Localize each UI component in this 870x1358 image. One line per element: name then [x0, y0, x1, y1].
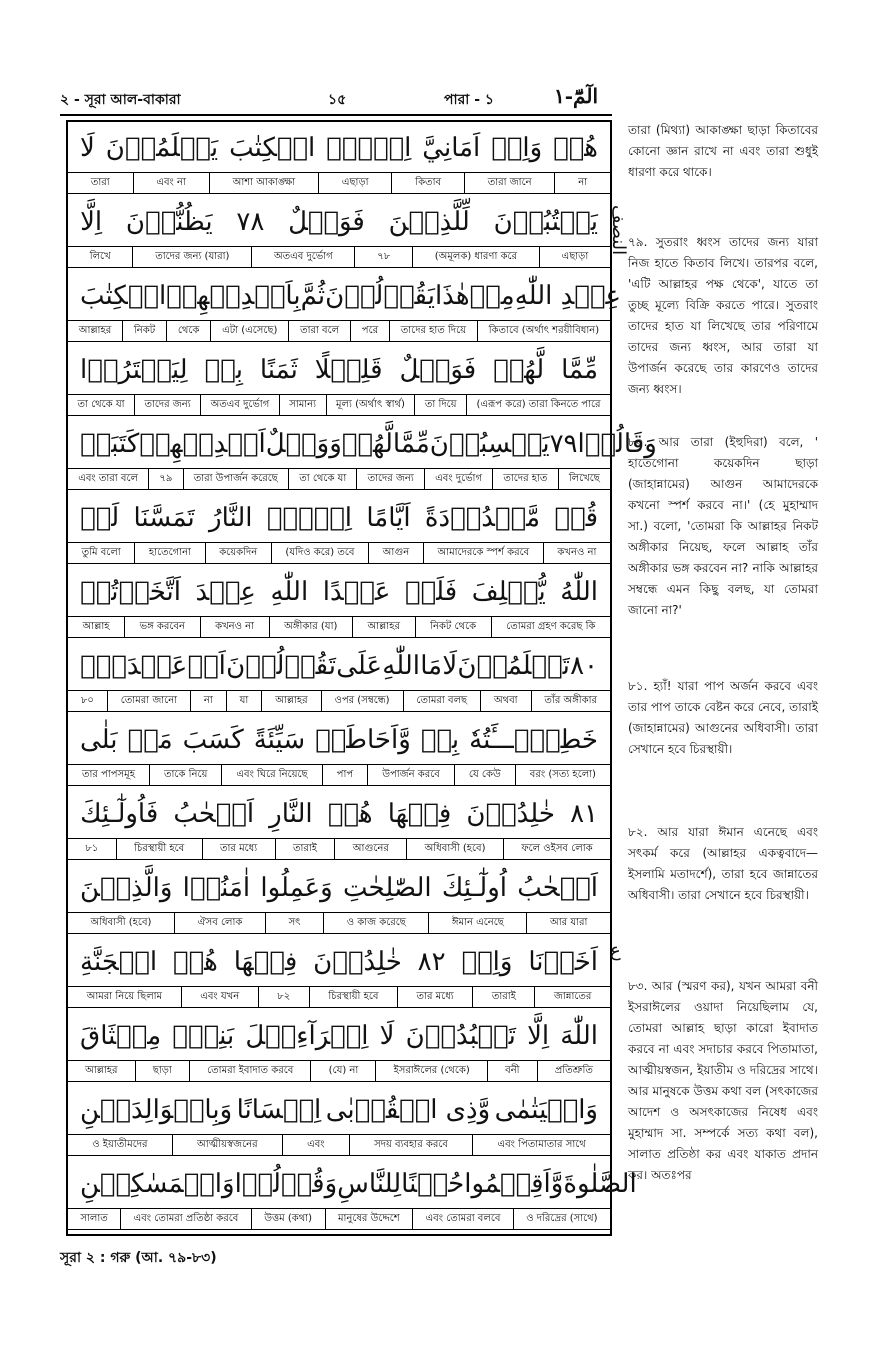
- arabic-word: فَلَنۡ: [404, 577, 458, 607]
- word-meaning: এবং তোমরা বলবে: [412, 1209, 513, 1229]
- word-translation-line: [68, 912, 610, 934]
- arabic-word: يَكۡتُبُوۡنَ: [493, 207, 598, 237]
- arabic-word: كَتَبَتۡ: [80, 429, 140, 459]
- word-meaning: কখনও না: [543, 543, 610, 563]
- arabic-word: خَطِيۡٓـــَٔتُهٗ: [469, 725, 598, 755]
- arabic-word: اَخَذۡنَا: [528, 947, 598, 977]
- word-meaning: তোমরা জানো: [107, 691, 190, 711]
- translation-paragraph: ৭৯. সুতরাং ধ্বংস তাদের জন্য যারা নিজ হাতে কিতাব লিখে। তারপর বলে, 'এটি আল্লাহর পক্ষ থেকে', যাতে তা তুচ্ছ মূল্যে বিক্রি করতে পারে। সুতরাং তাদের হাত যা লিখেছে তার পরিণামে তাদের জন্য ধ্বংস, আর তারা যা উপার্জন করেছে তার কারণেও তাদের জন্য ধ্বংস।: [628, 235, 818, 396]
- word-meaning: থেকে: [166, 321, 210, 341]
- arabic-word: مِّمَّا: [392, 429, 430, 459]
- word-translation-line: [68, 1208, 610, 1230]
- arabic-word: لَّهُمۡ: [341, 429, 393, 459]
- word-meaning: পরে: [350, 321, 389, 341]
- word-meaning: তাদের হাত দিয়ে: [389, 321, 477, 341]
- word-meaning: (এরূপ করে) তারা কিনতে পারে: [466, 395, 610, 415]
- word-meaning: তোমরা ইবাদাত করবে: [189, 1061, 310, 1081]
- word-meaning: লিখেছে: [558, 469, 610, 489]
- arabic-word: هُمۡ: [553, 133, 598, 163]
- arabic-word: الۡجَنَّةِ: [80, 947, 158, 977]
- translation-paragraph: ৮০. আর তারা (ইহুদিরা) বলে, ' হাতেগোনা কয়েকদিন ছাড়া (জাহান্নামের) আগুন আমাদেরকে কখনো স্পর্শ করবে না।' (হে মুহাম্মাদ সা.) বলো, 'তোমরা কি আল্লাহর নিকট অঙ্গীকার নিয়েছ, ফলে আল্লাহ তাঁর অঙ্গীকার ভঙ্গ করবেন না? নাকি আল্লাহর সম্বন্ধে এমন কিছু বলছ, যা তোমরা জানো না?': [628, 435, 818, 617]
- arabic-word: الۡكِتٰبَ: [80, 281, 167, 311]
- word-meaning: তুমি বলো: [81, 547, 121, 558]
- arabic-word: هُمۡ: [327, 799, 373, 829]
- arabic-line: [68, 420, 657, 468]
- arabic-word: تَقُوۡلُوۡنَ: [226, 651, 336, 681]
- word-meaning: এবং পিতামাতার সাথে: [472, 1135, 610, 1155]
- arabic-word: لَنۡ: [80, 503, 120, 533]
- word-meaning: ও দরিদ্রের (সাথে): [513, 1209, 610, 1229]
- word-meaning: তা দিয়ে: [414, 395, 466, 415]
- word-meaning: যা: [226, 691, 262, 711]
- arabic-word: بِهٖ: [420, 725, 460, 755]
- arabic-word: اِلَّا: [527, 1021, 550, 1051]
- word-meaning: আমাদেরকে স্পর্শ করবে: [423, 543, 543, 563]
- arabic-word: اَتَّخَذۡتُمۡ: [80, 577, 181, 607]
- arabic-word: وَالۡمَسٰكِيۡنِ: [80, 1169, 235, 1199]
- word-meaning: অঙ্গীকার (যা): [269, 617, 352, 637]
- arabic-word: حُسۡنًا: [401, 1169, 465, 1199]
- word-meaning: তাদের জন্য (যারা): [132, 247, 251, 267]
- word-translation-line: [68, 394, 610, 416]
- arabic-word: اَمَانِيَّ: [422, 133, 481, 163]
- arabic-line: [68, 716, 610, 764]
- arabic-line: [68, 790, 610, 838]
- word-meaning: তারা জানে: [464, 173, 555, 193]
- arabic-line: [68, 346, 610, 394]
- word-meaning: এটা (এসেছে): [210, 321, 288, 341]
- arabic-word: ثَمَنًا: [259, 355, 298, 385]
- word-meaning: কিতাবে (অর্থাৎ শরয়ীবিধান): [477, 321, 610, 341]
- arabic-line: [68, 642, 610, 690]
- word-meaning: তারাই: [275, 839, 335, 859]
- arabic-word: عَلَى: [336, 651, 383, 681]
- verse-row: [68, 1084, 610, 1158]
- arabic-word: اَيَّامًا: [366, 503, 411, 533]
- arabic-word: لَا: [442, 651, 458, 681]
- arabic-word: يَظُنُّوۡنَ: [125, 207, 213, 237]
- arabic-word: مِيۡثَاقَ: [80, 1021, 162, 1051]
- word-translation-line: [68, 764, 610, 786]
- word-meaning: না: [554, 173, 610, 193]
- ruku-marker: ع: [610, 940, 621, 961]
- word-meaning: তোমরা বলছ: [403, 691, 481, 711]
- word-meaning: কয়েকদিন: [205, 543, 271, 563]
- arabic-line: [68, 124, 610, 172]
- arabic-word: كَسَبَ: [182, 725, 244, 755]
- arabic-line: [68, 1012, 610, 1060]
- word-meaning: চিরস্থায়ী হবে: [116, 839, 202, 859]
- arabic-word: اَصۡحٰبُ: [517, 873, 598, 903]
- word-meaning: ৮১: [85, 843, 99, 854]
- verse-row: [68, 936, 610, 1010]
- word-meaning: আশা আকাঙ্ক্ষা: [209, 173, 318, 193]
- arabic-word: ٨٢: [417, 947, 446, 977]
- arabic-line: [68, 198, 610, 246]
- page-header: [60, 84, 620, 114]
- arabic-word: وَعَمِلُوا: [260, 873, 333, 903]
- arabic-word: خٰلِدُوۡنَ: [313, 947, 402, 977]
- word-meaning: আর যারা: [526, 913, 610, 933]
- verse-row: [68, 640, 610, 714]
- word-meaning: উপার্জন করবে: [367, 765, 454, 785]
- word-translation-line: [68, 690, 610, 712]
- verse-row: [68, 492, 610, 566]
- word-meaning: বনী: [487, 1061, 537, 1081]
- arabic-word: فِيۡهَا: [233, 947, 298, 977]
- word-meaning: সদয় ব্যবহার করবে: [349, 1135, 472, 1155]
- arabic-word: وَاِذۡ: [461, 947, 513, 977]
- word-meaning: এবং: [282, 1135, 349, 1155]
- arabic-word: لِلنَّاسِ: [337, 1169, 402, 1199]
- arabic-word: لَا: [80, 133, 95, 163]
- word-meaning: এবং তারা বলে: [78, 473, 138, 484]
- word-meaning: তার মধ্যে: [202, 839, 275, 859]
- word-meaning: আল্লাহ: [82, 621, 110, 632]
- word-meaning: নিকট থেকে: [415, 617, 491, 637]
- arabic-word: تَعۡبُدُوۡنَ: [405, 1021, 516, 1051]
- arabic-line: [68, 1160, 637, 1208]
- word-meaning: যে কেউ: [454, 765, 515, 785]
- para-label: পারা - ১: [444, 92, 494, 108]
- word-meaning: ইসরাঈলের (থেকে): [375, 1061, 487, 1081]
- word-meaning: তারাই: [472, 987, 534, 1007]
- arabic-word: وَّاَقِيۡمُوا: [464, 1169, 564, 1199]
- word-meaning: তা থেকে যা: [288, 469, 356, 489]
- verse-row: [68, 714, 610, 788]
- word-translation-line: [68, 616, 610, 638]
- word-translation-line: [68, 986, 610, 1008]
- word-meaning: মূল্য (অর্থাৎ স্বার্থ): [326, 395, 415, 415]
- arabic-word: ٨٠: [570, 651, 598, 681]
- word-meaning: ঐসব লোক: [174, 913, 265, 933]
- verse-row: [68, 270, 622, 344]
- word-meaning: (যে) না: [310, 1061, 375, 1081]
- word-meaning: ঈমান এনেছে: [428, 913, 526, 933]
- arabic-word: وَالَّذِيۡنَ: [80, 873, 173, 903]
- arabic-word: النَّارُ: [209, 503, 253, 533]
- arabic-word: ٨١: [570, 799, 598, 829]
- verse-row: [68, 1158, 637, 1232]
- arabic-word: عَهۡدًا: [322, 577, 391, 607]
- word-translation-line: [68, 542, 610, 564]
- word-meaning: না: [190, 691, 226, 711]
- arabic-word: اِلَّاۤ: [326, 133, 412, 163]
- header-divider: [60, 114, 612, 116]
- word-meaning: ৮০: [80, 695, 94, 706]
- word-meaning: তাদের হাত: [492, 469, 557, 489]
- word-meaning: এবং যখন: [181, 987, 258, 1007]
- arabic-word: لِيَشۡتَرُوۡا: [80, 355, 188, 385]
- arabic-word: يَعۡلَمُوۡنَ: [105, 133, 219, 163]
- word-meaning: এছাড়া: [539, 247, 610, 267]
- word-meaning: এবং ঘিরে নিয়েছে: [221, 765, 321, 785]
- arabic-word: وَاِنۡ: [491, 133, 543, 163]
- verse-row: [68, 566, 610, 640]
- word-meaning: এবং তোমরা প্রতিষ্ঠা করবে: [120, 1209, 251, 1229]
- arabic-word: اٰمَنُوۡا: [182, 873, 251, 903]
- arabic-word: ثُمَّ: [300, 281, 326, 311]
- word-meaning: ও ইয়াতীমদের: [92, 1139, 148, 1150]
- arabic-word: يَكۡسِبُوۡنَ: [429, 429, 550, 459]
- arabic-word: الصَّلٰوةَ: [563, 1169, 637, 1199]
- arabic-word: مِنۡ: [469, 281, 515, 311]
- arabic-word: اللّٰهِ: [270, 577, 309, 607]
- arabic-word: فَاُولٰٓـئِكَ: [80, 799, 159, 829]
- arabic-word: قَلِيۡلًا: [314, 355, 383, 385]
- verse-row: [68, 862, 610, 936]
- arabic-word: فِيۡهَا: [387, 799, 452, 829]
- word-meaning: তারা: [90, 177, 110, 188]
- arabic-word: بِاَيۡدِيۡهِمۡ: [166, 281, 301, 311]
- word-meaning: সালাত: [80, 1213, 108, 1224]
- arabic-line: [68, 568, 610, 616]
- word-meaning: আল্লাহর: [352, 617, 415, 637]
- arabic-word: اِلَّاۤ: [266, 503, 353, 533]
- word-meaning: আল্লাহর: [261, 691, 320, 711]
- word-meaning: আল্লাহর: [78, 325, 112, 336]
- arabic-word: وَقَالُوۡا: [577, 429, 657, 459]
- arabic-word: عِنۡدِ اللّٰهِ: [514, 281, 622, 311]
- word-meaning: আত্মীয়স্বজনের: [172, 1135, 282, 1155]
- word-meaning: ৮২: [258, 987, 309, 1007]
- arabic-word: وَّاَحَاطَتۡ: [315, 725, 411, 755]
- word-meaning: অধিবাসী (হবে): [406, 839, 503, 859]
- word-translation-line: [68, 468, 610, 490]
- word-meaning: তা থেকে যা: [77, 399, 125, 410]
- arabic-word: وَالۡيَتٰمٰى: [494, 1095, 598, 1125]
- translation-paragraph: তারা (মিথ্যা) আকাঙ্ক্ষা ছাড়া কিতাবের কোনো জ্ঞান রাখে না এবং তারা শুধুই ধারণা করে থাকে।: [628, 123, 818, 179]
- arabic-line: [68, 864, 610, 912]
- arabic-word: يُّخۡلِفَ: [471, 577, 546, 607]
- word-translation-line: [68, 1134, 610, 1156]
- word-meaning: ভঙ্গ করবেন: [124, 617, 199, 637]
- verse-row: [68, 418, 657, 492]
- arabic-word: تَمَسَّنَا: [133, 503, 195, 533]
- word-meaning: আল্লাহর: [85, 1065, 118, 1076]
- verse-row: [68, 196, 610, 270]
- word-meaning: তাকে নিয়ে: [149, 765, 221, 785]
- word-meaning: সৎ: [265, 913, 323, 933]
- arabic-line: [68, 494, 610, 542]
- word-meaning: এবং দুর্ভোগ: [424, 469, 492, 489]
- word-meaning: ওপর (সম্বন্ধে): [321, 691, 403, 711]
- translation-paragraph: ৮৩. আর (স্মরণ কর), যখন আমরা বনী ইসরাঈলের ওয়াদা নিয়েছিলাম যে, তোমরা আল্লাহ ছাড়া কারো ইবাদাত করবে না এবং সদাচার করবে পিতামাতা, আত্মীয়স্বজন, ইয়াতীম ও দরিদ্রের সাথে। আর মানুষকে উত্তম কথা বল (সৎকাজের আদেশ ও অসৎকাজের নিষেধ এবং মুহাম্মাদ সা. সম্পর্কে সত্য কথা বল), সালাত প্রতিষ্ঠা কর এবং যাকাত প্রদান কর। অতঃপর: [628, 979, 818, 1182]
- arabic-word: مَا: [420, 651, 443, 681]
- arabic-word: اَيۡدِيۡهِمۡ: [139, 429, 266, 459]
- word-meaning: তাদের জন্য: [134, 395, 200, 415]
- page-number: ১৫: [328, 92, 347, 108]
- nisf-marker: النصف: [608, 205, 629, 256]
- word-meaning: অতএব দুর্ভোগ: [251, 247, 354, 267]
- translation-paragraph: ৮২. আর যারা ঈমান এনেছে এবং সৎকর্ম করে (আল্লাহর একত্ববাদে—ইসলামি মতাদর্শে), তারা হবে জান্নাতের অধিবাসী। তারা সেখানে হবে চিরস্থায়ী।: [628, 825, 818, 902]
- arabic-word: بَنِيۡۤ: [172, 1021, 235, 1051]
- word-meaning: ৭৮: [354, 247, 412, 267]
- word-meaning: আগুনের: [334, 839, 406, 859]
- word-meaning: ও কাজ করেছে: [323, 913, 428, 933]
- arabic-word: خٰلِدُوۡنَ: [466, 799, 555, 829]
- verse-row: [68, 1010, 610, 1084]
- word-meaning: কখনও না: [200, 617, 269, 637]
- word-translation-line: [68, 172, 610, 194]
- arabic-word: هٰذَا: [434, 281, 470, 311]
- arabic-line: [68, 938, 610, 986]
- arabic-word: بَلٰى: [80, 725, 118, 755]
- word-meaning: উত্তম (কথা): [251, 1209, 325, 1229]
- verse-row: [68, 788, 610, 862]
- arabic-word: اِسۡرَآءِيۡلَ: [245, 1021, 369, 1051]
- arabic-word: اَصۡحٰبُ: [173, 799, 255, 829]
- arabic-word: اللّٰهَ: [560, 1021, 598, 1051]
- arabic-word: اَمۡ: [187, 651, 226, 681]
- arabic-word: وَقُوۡلُوۡا: [234, 1169, 338, 1199]
- arabic-word: قُلۡ: [554, 503, 598, 533]
- word-translation-line: [68, 838, 610, 860]
- word-meaning: নিকট: [122, 321, 166, 341]
- word-meaning: আমরা নিয়ে ছিলাম: [86, 991, 163, 1002]
- word-meaning: তার মধ্যে: [397, 987, 472, 1007]
- arabic-word: اِحۡسَانًا: [236, 1095, 322, 1125]
- arabic-word: عِنۡدَ: [195, 577, 256, 607]
- arabic-word: تَعۡلَمُوۡنَ: [457, 651, 570, 681]
- arabic-word: فَوَيۡلٌ: [288, 207, 365, 237]
- word-meaning: কিতাব: [391, 173, 464, 193]
- arabic-word: فَوَيۡلٌ: [399, 355, 477, 385]
- word-meaning: অথবা: [480, 691, 530, 711]
- word-translation-line: [68, 246, 610, 268]
- arabic-word: اُولٰٓـئِكَ: [441, 873, 507, 903]
- page-footer: সূরা ২ : গরু (আ. ৭৯-৮৩): [60, 1250, 217, 1266]
- arabic-word: مَّعۡدُوۡدَةً: [424, 503, 541, 533]
- arabic-line: [68, 1086, 610, 1134]
- word-meaning: তারা বলে: [288, 321, 350, 341]
- word-meaning: মানুষের উদ্দেশে: [325, 1209, 413, 1229]
- word-meaning: জান্নাতের: [534, 987, 610, 1007]
- arabic-word: مِّمَّا: [561, 355, 598, 385]
- word-meaning: চিরস্থায়ী হবে: [309, 987, 397, 1007]
- arabic-word: لَا: [379, 1021, 395, 1051]
- word-meaning: ছাড়া: [135, 1061, 189, 1081]
- arabic-word: لِّلَّذِيۡنَ: [388, 207, 470, 237]
- arabic-word: وَبِالۡوَالِدَيۡنِ: [80, 1095, 233, 1125]
- word-meaning: প্রতিশ্রুতি: [537, 1061, 610, 1081]
- word-meaning: (যদিও করে) তবে: [271, 543, 368, 563]
- arabic-word: عَهۡدَهٗۤ: [80, 651, 188, 681]
- word-meaning: বরং (সত্য হলো): [515, 765, 610, 785]
- arabic-word: اللّٰهُ: [560, 577, 598, 607]
- arabic-word: ٧٨: [236, 207, 265, 237]
- word-meaning: হাতেগোনা: [134, 543, 204, 563]
- para-arabic: الٓمّٓ-١: [554, 84, 599, 108]
- arabic-word: بِهٖ: [204, 355, 243, 385]
- word-meaning: তোমরা গ্রহণ করেছ কি: [491, 617, 610, 637]
- arabic-word: اِلَّا: [80, 207, 103, 237]
- arabic-word: وَّذِى الۡقُرۡبٰى: [325, 1095, 491, 1125]
- arabic-word: لَّهُمۡ: [493, 355, 545, 385]
- verse-row: [68, 344, 610, 418]
- word-meaning: এবং না: [133, 173, 209, 193]
- verse-row: [68, 122, 610, 196]
- translation-paragraph: ৮১. হ্যাঁ! যারা পাপ অর্জন করবে এবং তার পাপ তাকে বেষ্টন করে নেবে, তারাই (জাহান্নামের) আগুনের অধিবাসী। তারা সেখানে হবে চিরস্থায়ী।: [628, 679, 818, 756]
- word-meaning: তার পাপসমূহ: [81, 769, 135, 780]
- word-translation-line: [68, 320, 610, 342]
- word-meaning: ৭৯: [148, 469, 182, 489]
- word-meaning: আগুন: [368, 543, 423, 563]
- arabic-word: وَوَيۡلٌ: [265, 429, 342, 459]
- word-meaning: অতএব দুর্ভোগ: [200, 395, 279, 415]
- arabic-word: النَّارِ: [269, 799, 313, 829]
- arabic-word: الۡكِتٰبَ: [229, 133, 316, 163]
- arabic-word: يَقُوۡلُوۡنَ: [325, 281, 435, 311]
- arabic-word: هُمۡ: [172, 947, 218, 977]
- word-meaning: অধিবাসী (হবে): [90, 917, 152, 928]
- word-meaning: (অমূলক) ধারণা করে: [412, 247, 539, 267]
- word-meaning: লিখে: [89, 251, 111, 262]
- word-translation-line: [68, 1060, 610, 1082]
- arabic-word: ٧٩: [549, 429, 578, 459]
- surah-name: ২ - সূরা আল-বাকারা: [60, 92, 181, 108]
- word-meaning: তারা উপার্জন করেছে: [183, 469, 289, 489]
- arabic-word: الصّٰلِحٰتِ: [343, 873, 432, 903]
- word-meaning: এছাড়া: [318, 173, 391, 193]
- word-meaning: সামান্য: [279, 395, 326, 415]
- arabic-word: مَنۡ: [127, 725, 173, 755]
- arabic-word: اللّٰهِ: [382, 651, 420, 681]
- word-meaning: তাদের জন্য: [356, 469, 424, 489]
- word-meaning: তাঁর অঙ্গীকার: [531, 691, 611, 711]
- arabic-line: [68, 272, 622, 320]
- arabic-word: سَيِّئَةً: [253, 725, 306, 755]
- word-meaning: ফলে ওইসব লোক: [503, 839, 610, 859]
- word-meaning: পাপ: [322, 765, 368, 785]
